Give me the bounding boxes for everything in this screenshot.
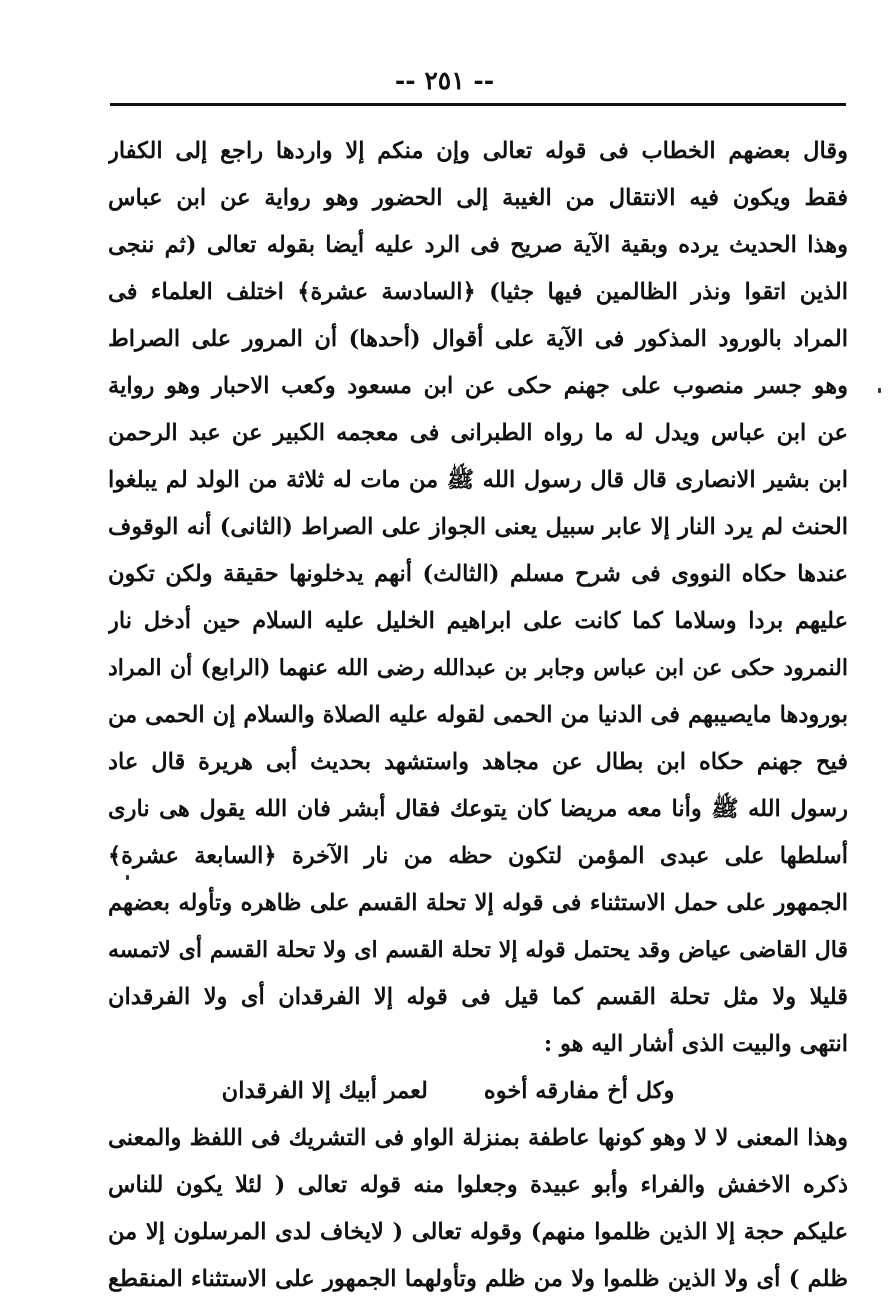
text-line: فيح جهنم حكاه ابن بطال عن مجاهد واستشهد بحديث أبى هريرة قال عاد — [108, 749, 848, 775]
text-line: الذين اتقوا ونذر الظالمين فيها جثيا) ﴿السادسة عشرة﴾ اختلف العلماء فى — [108, 279, 848, 305]
margin-speck — [878, 388, 881, 393]
text-line: وهو جسر منصوب على جهنم حكى عن ابن مسعود وكعب الاحبار وهو رواية — [108, 373, 848, 399]
text-line: بورودها مايصيبهم فى الدنيا من الحمى لقوله عليه الصلاة والسلام إن الحمى من — [108, 702, 848, 728]
text-line: عندها حكاه النووى فى شرح مسلم (الثالث) أنهم يدخلونها حقيقة ولكن تكون — [108, 561, 848, 587]
text-line: ظلم ) أى ولا الذين ظلموا ولا من ظلم وتأولهما الجمهور على الاستثناء المنقطع — [108, 1266, 848, 1292]
header-rule — [110, 103, 846, 106]
text-line: ابن بشير الانصارى قال قال رسول الله ﷺ من مات له ثلاثة من الولد لم يبلغوا — [108, 467, 848, 493]
text-line: وهذا الحديث يرده وبقية الآية صريح فى الرد عليه أيضا بقوله تعالى (ثم ننجى — [108, 232, 848, 258]
body-text — [108, 128, 848, 1303]
text-line: أسلطها على عبدى المؤمن لتكون حظه من نار الآخرة ﴿السابعة عشرة﴾ — [108, 843, 848, 869]
text-line: وقال بعضهم الخطاب فى قوله تعالى وإن منكم إلا واردها راجع إلى الكفار — [108, 138, 848, 164]
text-line: عليهم بردا وسلاما كما كانت على ابراهيم الخليل عليه السلام حين أدخل نار — [108, 608, 848, 634]
text-line: ذكره الاخفش والفراء وأبو عبيدة وجعلوا منه قوله تعالى ( لئلا يكون للناس — [108, 1172, 848, 1198]
text-line: وهذا المعنى لا لا وهو كونها عاطفة بمنزلة الواو فى التشريك فى اللفظ والمعنى — [108, 1125, 848, 1151]
verse-first-hemistich: وكل أخ مفارقه أخوه — [483, 1078, 675, 1104]
text-line: رسول الله ﷺ وأنا معه مريضا كان يتوعك فقال أبشر فان الله يقول هى نارى — [108, 796, 848, 822]
text-line: قال القاضى عياض وقد يحتمل قوله إلا تحلة القسم اى ولا تحلة القسم أى لاتمسه — [108, 937, 848, 963]
text-line: عن ابن عباس ويدل له ما رواه الطبرانى فى معجمه الكبير عن عبد الرحمن — [108, 420, 848, 446]
poetry-verse — [108, 1068, 848, 1115]
text-line: الجمهور على حمل الاستثناء فى قوله إلا تحلة القسم على ظاهره وتأوله بعضهم — [108, 890, 848, 916]
text-line: الحنث لم يرد النار إلا عابر سبيل يعنى الجواز على الصراط (الثانى) أنه الوقوف — [108, 514, 848, 540]
text-line: فقط ويكون فيه الانتقال من الغيبة إلى الحضور وهو رواية عن ابن عباس — [108, 185, 848, 211]
verse-second-hemistich: لعمر أبيك إلا الفرقدان — [221, 1078, 428, 1104]
text-line: عليكم حجة إلا الذين ظلموا منهم) وقوله تعالى ( لايخاف لدى المرسلون إلا من — [108, 1219, 848, 1245]
text-line: انتهى والبيت الذى أشار اليه هو : — [543, 1031, 848, 1057]
page-number: -- ٢٥١ -- — [394, 66, 495, 95]
text-line: المراد بالورود المذكور فى الآية على أقوال (أحدها) أن المرور على الصراط — [108, 326, 848, 352]
text-line: قليلا ولا مثل تحلة القسم كما قيل فى قوله إلا الفرقدان أى ولا الفرقدان — [108, 984, 848, 1010]
margin-speck — [126, 875, 129, 880]
text-line: النمرود حكى عن ابن عباس وجابر بن عبدالله رضى الله عنهما (الرابع) أن المراد — [108, 655, 848, 681]
